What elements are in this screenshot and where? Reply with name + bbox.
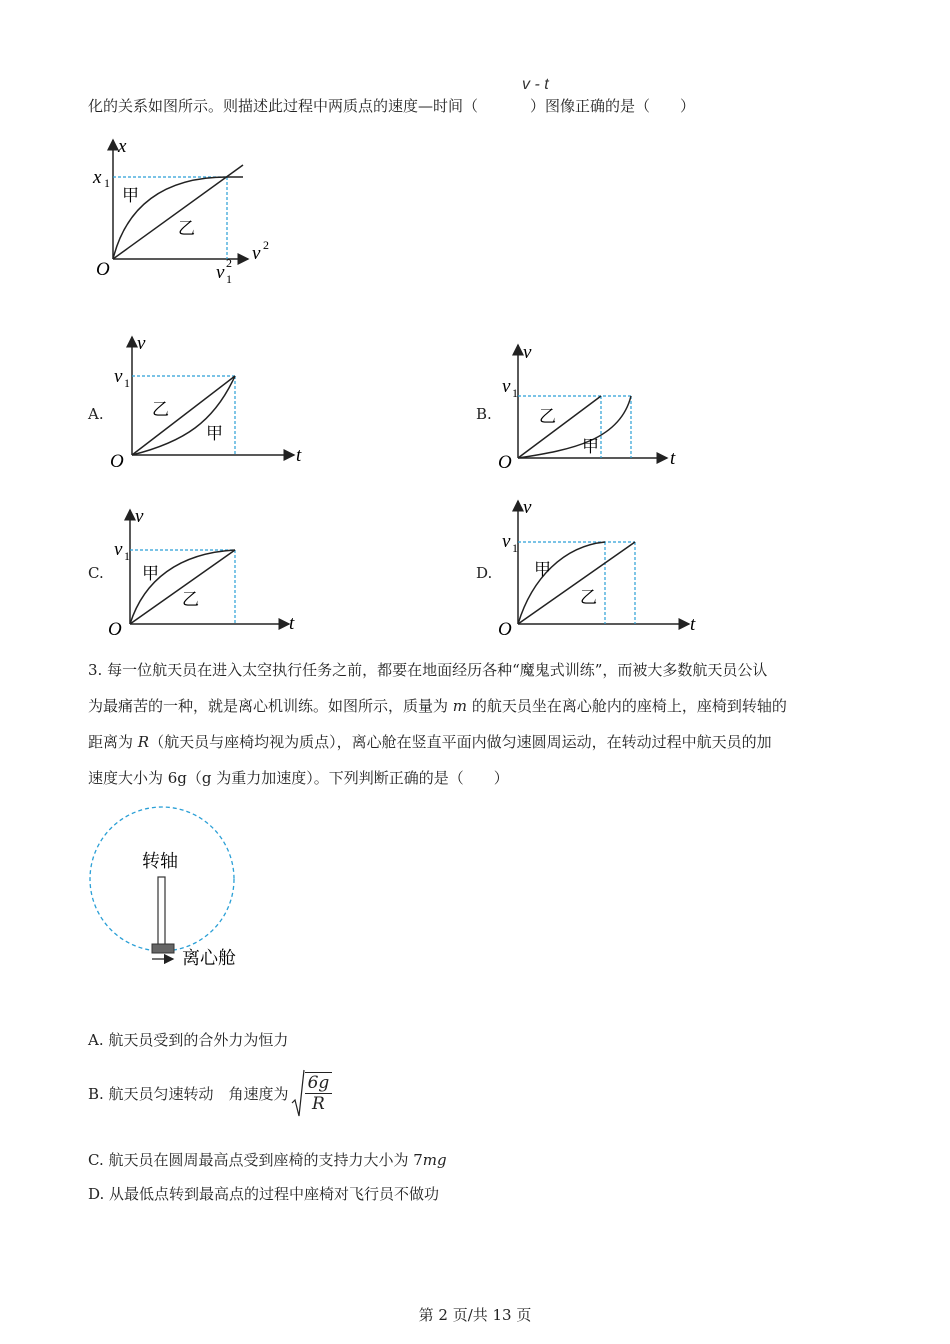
svg-text:v: v (114, 539, 123, 560)
x1-sub: 1 (104, 176, 110, 190)
q2-option-c-graph[interactable] (104, 505, 314, 640)
q2-option-a-label[interactable]: A. (88, 405, 104, 423)
svg-text:t: t (296, 445, 302, 466)
q2-option-d-graph[interactable] (494, 496, 704, 641)
q3-option-d[interactable]: D. 从最低点转到最高点的过程中座椅对飞行员不做功 (88, 1185, 440, 1203)
rotation-arm (158, 877, 165, 945)
sqrt-sign (291, 1069, 305, 1119)
cabin-seat (152, 944, 174, 953)
label-yi: 乙 (178, 219, 195, 239)
svg-text:甲: 甲 (582, 437, 599, 457)
q3-line3: 距离为 R（航天员与座椅均视为质点），离心舱在竖直平面内做匀速圆周运动，在转动过程中航天员的加 (88, 733, 772, 751)
svg-text:t: t (289, 613, 295, 634)
label-jia: 甲 (122, 186, 139, 206)
svg-text:1: 1 (512, 386, 518, 400)
graph-y-label: x (118, 136, 127, 157)
line-yi (518, 542, 635, 624)
svg-text:O: O (110, 451, 124, 472)
svg-text:乙: 乙 (182, 590, 199, 610)
origin-label: O (96, 259, 110, 280)
svg-text:O: O (498, 452, 512, 472)
cabin-label: 离心舱 (182, 948, 236, 969)
svg-text:甲: 甲 (534, 560, 551, 580)
svg-text:v: v (137, 333, 146, 354)
curve-jia (518, 542, 605, 624)
svg-text:乙: 乙 (580, 588, 597, 608)
q2-option-b-label[interactable]: B. (476, 405, 492, 423)
svg-text:t: t (690, 614, 696, 635)
svg-text:乙: 乙 (152, 400, 169, 420)
q2-intro-text-b: ）图像正确的是（ ） (530, 97, 696, 115)
svg-text:1: 1 (124, 376, 130, 390)
axis-label: 转轴 (142, 851, 178, 872)
q2-intro-text-a: 化的关系如图所示。则描述此过程中两质点的速度—时间（ (88, 97, 479, 115)
q3-option-c[interactable]: C. 航天员在圆周最高点受到座椅的支持力大小为 7mg (88, 1151, 447, 1169)
svg-text:v: v (523, 497, 532, 518)
graph-x-label: v (252, 243, 261, 264)
centrifuge-figure (84, 804, 264, 974)
svg-text:甲: 甲 (142, 564, 159, 584)
svg-text:v: v (135, 506, 144, 527)
curve-jia (518, 396, 631, 458)
q3-line1: 3. 每一位航天员在进入太空执行任务之前，都要在地面经历各种“魔鬼式训练”，而被大多数航天员公认 (88, 661, 768, 679)
svg-text:v: v (502, 531, 511, 552)
svg-text:O: O (498, 619, 512, 640)
page-footer: 第 2 页/共 13 页 (418, 1306, 532, 1324)
v1-sub: 1 (226, 272, 232, 286)
v1-sup: 2 (226, 256, 232, 270)
svg-text:甲: 甲 (206, 424, 223, 444)
svg-text:t: t (670, 448, 676, 469)
q2-option-b-graph[interactable] (492, 340, 692, 472)
q3-line2: 为最痛苦的一种，就是离心机训练。如图所示，质量为 m 的航天员坐在离心舱内的座椅上，座椅到转轴的 (88, 697, 787, 715)
svg-text:v: v (502, 376, 511, 397)
q2-option-d-label[interactable]: D. (476, 564, 493, 582)
svg-text:O: O (108, 619, 122, 640)
q2-option-c-label[interactable]: C. (88, 564, 104, 582)
q3-option-b[interactable]: B. 航天员匀速转动 角速度为 $\frac{6g}{R}$ (88, 1066, 332, 1122)
svg-text:乙: 乙 (539, 407, 556, 427)
svg-text:1: 1 (124, 549, 130, 563)
q2-intro-line (88, 96, 695, 116)
line-yi (130, 550, 235, 624)
q3-line4: 速度大小为 6g（g 为重力加速度）。下列判断正确的是（ ） (88, 769, 509, 787)
v1-label: v (216, 262, 225, 283)
x1-label: x (93, 167, 102, 188)
q3-stem (88, 652, 878, 796)
graph-x-exp: 2 (263, 238, 269, 252)
svg-text:v: v (114, 366, 123, 387)
svg-text:1: 1 (512, 541, 518, 555)
svg-text:v: v (523, 342, 532, 363)
line-yi (113, 165, 243, 259)
q3-option-a[interactable]: A. 航天员受到的合外力为恒力 (88, 1031, 289, 1049)
q2-intro-vt-symbol: v - t (522, 76, 549, 93)
omega-fraction: $\frac{6g}{R}$ (305, 1073, 333, 1114)
q2-x-v2-graph (88, 132, 288, 287)
q2-option-a-graph[interactable] (104, 332, 314, 472)
